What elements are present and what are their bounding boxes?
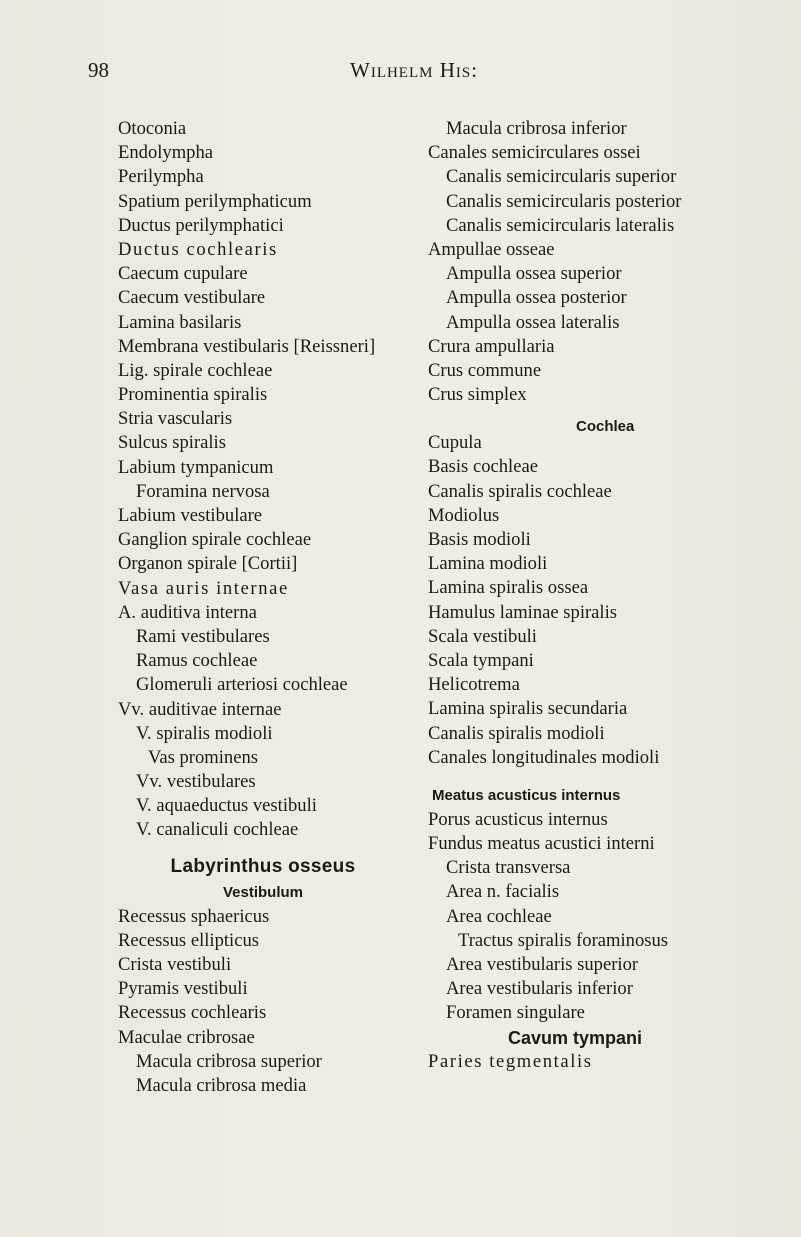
page-header <box>0 58 801 88</box>
term-line: Modiolus <box>428 504 500 526</box>
term-line: Caecum cupulare <box>118 263 248 285</box>
term-list <box>428 117 778 407</box>
term-line: Stria vascularis <box>118 408 233 430</box>
term-line: Crista transversa <box>446 857 571 879</box>
term-line: Vv. vestibulares <box>136 771 256 793</box>
subsection-heading-cochlea: Cochlea <box>576 418 635 436</box>
term-line: Lamina modioli <box>428 553 548 575</box>
term-line: Area n. facialis <box>446 881 560 903</box>
term-line: Basis modioli <box>428 529 531 550</box>
term-line: Lig. spirale cochleae <box>118 359 273 381</box>
term-line: Recessus cochlearis <box>118 1002 267 1024</box>
term-line: Prominentia spiralis <box>118 384 268 406</box>
subsection-heading-vestibulum: Vestibulum <box>222 883 304 901</box>
term-line: Area cochleae <box>446 905 552 927</box>
term-line: Ampulla ossea superior <box>446 263 622 285</box>
section-heading-labyrinthus: Labyrinthus osseus <box>170 855 356 877</box>
term-line: Perilympha <box>118 166 204 188</box>
term-line: Basis cochleae <box>428 456 538 478</box>
term-line: Ampulla ossea lateralis <box>446 311 620 333</box>
term-line: Lamina spiralis ossea <box>428 577 589 599</box>
term-line: Otoconia <box>118 118 187 139</box>
term-line: Cupula <box>428 432 482 454</box>
right-column <box>428 117 778 1074</box>
term-line: Foramina nervosa <box>136 480 270 502</box>
term-line: Ductus perilymphatici <box>118 214 284 236</box>
term-line: Labium vestibulare <box>118 505 263 526</box>
term-line: Macula cribrosa inferior <box>446 118 627 139</box>
term-line: Labium tympanicum <box>118 456 274 478</box>
term-line: Caecum vestibulare <box>118 287 266 309</box>
term-line: Vas prominens <box>148 746 259 768</box>
term-line: Canales semicirculares ossei <box>428 142 641 164</box>
term-line: Crista vestibuli <box>118 954 232 975</box>
term-line: Porus acusticus internus <box>428 808 608 830</box>
term-line: Maculae cribrosae <box>118 1026 255 1048</box>
term-line: Crura ampullaria <box>428 335 555 357</box>
term-line: Canales longitudinales modioli <box>428 746 660 768</box>
term-line: Canalis spiralis cochleae <box>428 480 612 502</box>
term-line: Pyramis vestibuli <box>118 978 248 1000</box>
term-line: Canalis semicircularis superior <box>446 166 677 188</box>
term-line: V. aquaeductus vestibuli <box>136 795 317 817</box>
term-line: Rami vestibulares <box>136 625 270 647</box>
term-line: Glomeruli arteriosi cochleae <box>136 674 348 696</box>
term-line: Tractus spiralis foraminosus <box>458 929 669 951</box>
term-line: Ampullae osseae <box>428 238 555 260</box>
term-line: Ampulla ossea posterior <box>446 287 627 309</box>
term-line: Hamulus laminae spiralis <box>428 601 617 623</box>
term-line: Crus commune <box>428 359 542 381</box>
term-line: Sulcus spiralis <box>118 432 226 454</box>
term-line: Ramus cochleae <box>136 650 258 672</box>
subsection-heading-cavum: Cavum tympani <box>508 1027 643 1048</box>
term-line: A. auditiva interna <box>118 601 257 623</box>
term-line: Helicotrema <box>428 674 520 696</box>
left-column <box>118 117 408 1098</box>
term-line: Recessus ellipticus <box>118 929 259 951</box>
term-line: Paries tegmentalis <box>428 1050 593 1072</box>
term-line: Lamina spiralis secundaria <box>428 698 628 720</box>
term-line: Scala tympani <box>428 649 534 671</box>
term-line: Vv. auditivae internae <box>118 698 282 720</box>
term-line: Ganglion spirale cochleae <box>118 529 312 551</box>
term-list <box>428 808 778 1026</box>
term-line: Membrana vestibularis [Reissneri] <box>118 335 376 357</box>
term-line: Macula cribrosa superior <box>136 1050 322 1072</box>
term-line: V. canaliculi cochleae <box>136 819 299 841</box>
term-line: Foramen singulare <box>446 1002 585 1024</box>
term-line: Area vestibularis superior <box>446 954 639 975</box>
running-head: Wilhelm His: <box>350 58 479 82</box>
term-list <box>118 905 408 1099</box>
term-line: Fundus meatus acustici interni <box>428 833 655 855</box>
term-line: Spatium perilymphaticum <box>118 190 312 212</box>
term-list <box>118 117 408 843</box>
term-line: Vasa auris internae <box>118 577 289 599</box>
term-line: Area vestibularis inferior <box>446 978 633 1000</box>
term-line: Canalis semicircularis posterior <box>446 190 682 212</box>
term-list <box>428 1050 778 1074</box>
term-line: Canalis spiralis modioli <box>428 722 605 744</box>
term-line: Endolympha <box>118 142 214 164</box>
term-list <box>428 431 778 770</box>
term-line: Recessus sphaericus <box>118 905 270 927</box>
page-number: 98 <box>88 58 109 82</box>
term-line: V. spiralis modioli <box>136 722 273 744</box>
subsection-heading-meatus: Meatus acusticus internus <box>432 786 621 804</box>
term-line: Crus simplex <box>428 384 527 406</box>
term-line: Scala vestibuli <box>428 625 537 647</box>
term-line: Macula cribrosa media <box>136 1074 307 1096</box>
term-line: Lamina basilaris <box>118 311 242 333</box>
term-line: Canalis semicircularis lateralis <box>446 214 675 236</box>
term-line: Ductus cochlearis <box>118 238 278 260</box>
term-line: Organon spirale [Cortii] <box>118 553 298 575</box>
